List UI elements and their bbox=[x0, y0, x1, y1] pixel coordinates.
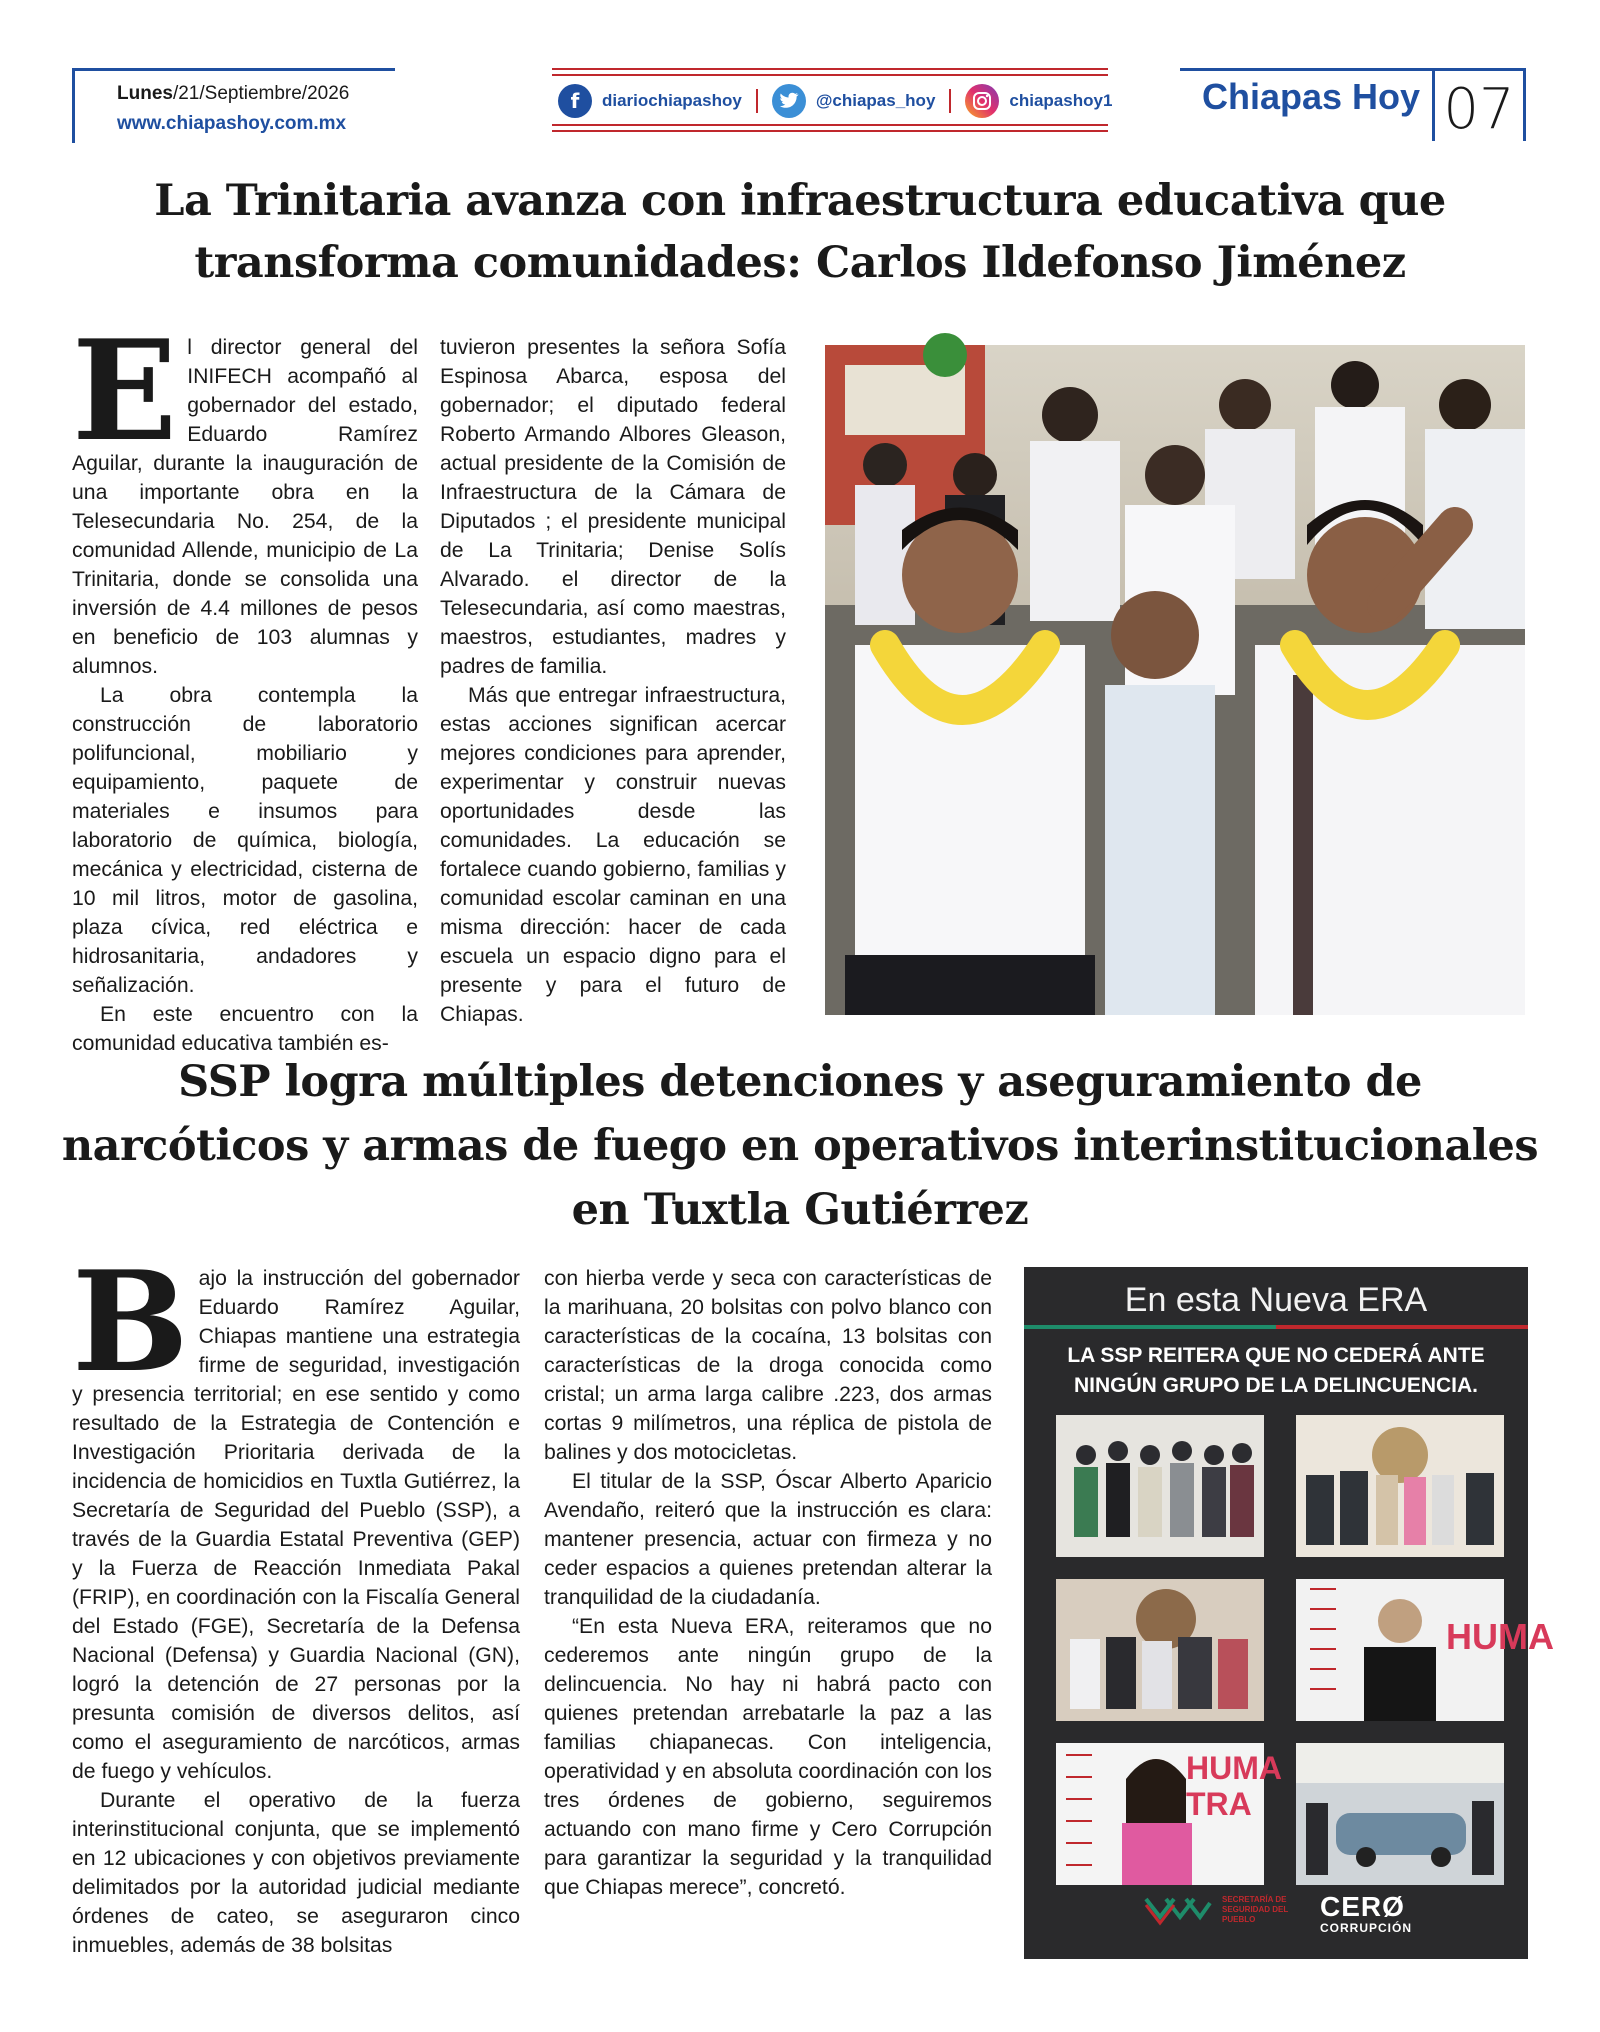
article1-column-2: tuvieron presentes la señora Sofía Espinosa Abarca, esposa del gobernador; el diputado federal Roberto Armando Albores Gleason, actual presidente de la Comisión de Infraestructura de la Cámara de Diputados ; el presidente municipal de La Trinitaria; Denise Solís Alvarado. el director de la Telesecundaria, así como maestras, maestros, estudiantes, madres y padres de familia. Más que entregar infraestructura, estas acciones significan acercar mejores condiciones para aprender, experimentar y construir nuevas oportunidades desde las comunidades. La educación se fortalece cuando gobierno, familias y comunidad escolar caminan en una misma dirección: hacer de cada escuela un espacio digno para el presente y para el futuro de Chiapas. bbox=[440, 336, 786, 1026]
website-link[interactable]: www.chiapashoy.com.mx bbox=[117, 113, 347, 134]
inauguration-photo bbox=[825, 345, 1525, 1015]
twitter-handle[interactable]: @chiapas_hoy bbox=[815, 91, 936, 110]
detainee-height-chart-photo bbox=[1296, 1579, 1554, 1721]
officers-detainees-photo bbox=[1296, 1415, 1504, 1557]
brand-name: Chiapas Hoy bbox=[1202, 76, 1421, 117]
poster-footer bbox=[1024, 1885, 1528, 1945]
facebook-handle[interactable]: diariochiapashoy bbox=[602, 91, 742, 110]
masthead-right bbox=[1180, 68, 1530, 140]
article2-column-2: con hierba verde y seca con características de la marihuana, 20 bolsitas con polvo blanco con características de la cocaína, 13 bolsitas con características de la droga conocida como cristal; un arma larga calibre .223, dos armas cortas 9 milímetros, una réplica de pistola de balines y dos motocicletas. El titular de la SSP, Óscar Alberto Aparicio Avendaño, reiteró que la instrucción es clara: mantener presencia, actuar con firmeza y no ceder espacios a quienes pretendan alterar la tranquilidad de la ciudadanía. “En esta Nueva ERA, reiteramos que no cederemos ante ningún grupo de la delincuencia. No hay ni habrá pacto con quienes pretendan arrebatarle la paz a las familias chiapanecas. Con inteligencia, operatividad y en absoluta coordinación con los tres órdenes de gobierno, seguiremos actuando con mano firme y Cero Corrupción para garantizar la seguridad y la tranquilidad que Chiapas merece”, concretó. bbox=[544, 1267, 992, 1899]
woman-height-chart-photo bbox=[1056, 1743, 1282, 1885]
ssp-org-name: SECRETARÍA DE SEGURIDAD DEL PUEBLO bbox=[1222, 1895, 1289, 1924]
article2-headline: SSP logra múltiples detenciones y aseguramiento de narcóticos y armas de fuego en operativos interinstitucionales en Tuxtla Gutiérrez bbox=[61, 1057, 1539, 1235]
detainees-seal-photo bbox=[1056, 1579, 1264, 1721]
page-number: 07 bbox=[1443, 77, 1515, 142]
poster-subtitle: LA SSP REITERA QUE NO CEDERÁ ANTE NINGÚN GRUPO DE LA DELINCUENCIA. bbox=[1067, 1344, 1485, 1397]
ssp-poster bbox=[1024, 1267, 1554, 1959]
ssp-logo-icon bbox=[1142, 1891, 1214, 1931]
cero-corrupcion-badge: CERØ CORRUPCIÓN bbox=[1320, 1891, 1413, 1935]
dropcap: B bbox=[72, 1240, 189, 1403]
instagram-handle[interactable]: chiapashoy1 bbox=[1009, 91, 1113, 110]
group-detainees-photo bbox=[1056, 1415, 1264, 1557]
poster-title: En esta Nueva ERA bbox=[1124, 1281, 1428, 1319]
header-date-block bbox=[72, 68, 395, 143]
sign-text-1: HUMA bbox=[1446, 1616, 1554, 1657]
article1-headline: La Trinitaria avanza con infraestructura educativa que transforma comunidades: Carlos Ildefonso Jiménez bbox=[154, 176, 1446, 288]
social-links bbox=[552, 68, 1113, 132]
facebook-icon[interactable]: f bbox=[558, 84, 592, 118]
issue-date: Lunes/21/Septiembre/2026 bbox=[117, 83, 350, 104]
article2-column-1: Bajo la instrucción del gobernador Eduardo Ramírez Aguilar, Chiapas mantiene una estrategia firme de seguridad, investigación y presencia territorial; en ese sentido y como resultado de la Estrategia de Contención e Investigación Prioritaria derivada de la incidencia de homicidios en Tuxtla Gutiérrez, la Secretaría de Seguridad del Pueblo (SSP), a través de la Guardia Estatal Preventiva (GEP) y la Fuerza de Reacción Inmediata Pakal (FRIP), en coordinación con la Fiscalía General del Estado (FGE), Secretaría de la Defensa Nacional (Defensa) y Guardia Nacional (GN), logró la detención de 27 personas por la presunta comisión de diversos delitos, así como el aseguramiento de narcóticos, armas de fuego y vehículos. Durante el operativo de la fuerza interinstitucional conjunta, que se implementó en 12 ubicaciones y con objetivos previamente delimitados por la autoridad judicial mediante órdenes de cateo, se aseguraron cinco inmuebles, además de 38 bolsitas bbox=[72, 1240, 520, 1957]
vehicle-operation-photo bbox=[1296, 1743, 1504, 1885]
sign-text-2: TRA bbox=[1186, 1786, 1252, 1822]
page-number-box bbox=[1432, 68, 1526, 141]
article1-column-1: El director general del INIFECH acompañó al gobernador del estado, Eduardo Ramírez Aguilar, durante la inauguración de una importante obra en la Telesecundaria No. 254, de la comunidad Allende, municipio de La Trinitaria, donde se consolida una inversión de 4.4 millones de pesos en beneficio de 103 alumnas y alumnos. La obra contempla la construcción de laboratorio polifuncional, mobiliario y equipamiento, paquete de materiales e insumos para laboratorio de química, biología, mecánica y electricidad, cisterna de 10 mil litros, motor de gasolina, plaza cívica, red eléctrica e hidrosanitaria, andadores y señalización. En este encuentro con la comunidad educativa también es- bbox=[72, 309, 418, 1055]
svg-text:HUMA: HUMA bbox=[1186, 1750, 1282, 1786]
twitter-icon[interactable] bbox=[772, 84, 806, 118]
instagram-icon[interactable] bbox=[965, 84, 999, 118]
dropcap: E bbox=[72, 309, 178, 472]
